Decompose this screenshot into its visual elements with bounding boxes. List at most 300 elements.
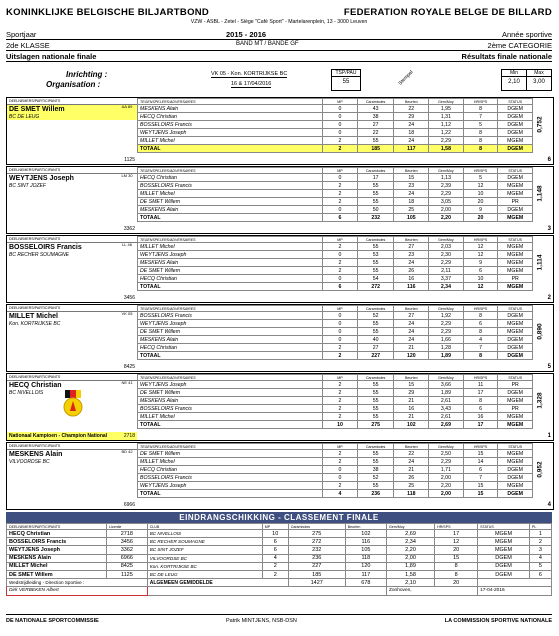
game-cell: 55 [357, 320, 394, 328]
points-ratio: 1,114 [536, 254, 544, 270]
game-cell: DGEM [498, 113, 533, 121]
final-cell: BC RECHER SOUMAGNE [147, 538, 262, 546]
game-cell: 24 [394, 121, 429, 129]
final-cell: 8 [435, 562, 478, 570]
game-cell: 0 [323, 336, 358, 344]
opponent-name: MILLET Michel [138, 137, 323, 145]
final-cell: 185 [288, 570, 345, 578]
game-cell: 24 [394, 336, 429, 344]
game-cell: 24 [394, 259, 429, 267]
game-cell: 6 [463, 267, 498, 275]
game-cell: 24 [394, 137, 429, 145]
total-label: TOTAAL [138, 214, 323, 222]
game-row [138, 113, 533, 121]
game-cell: 16 [394, 405, 429, 413]
game-cell: 17 [357, 174, 394, 182]
game-cell: DGEM [498, 174, 533, 182]
game-cell: 0 [323, 251, 358, 259]
game-row [138, 405, 533, 413]
sign-date: 17-04-2016 [478, 587, 552, 595]
game-cell: 21 [394, 413, 429, 421]
final-cell: DE SMET Willem [7, 570, 107, 578]
final-cell: 272 [288, 538, 345, 546]
leader-label: Wedstrijdleiding - Direction Sportive : [7, 579, 148, 587]
game-cell: 8 [463, 397, 498, 405]
final-cell: 2,34 [386, 538, 434, 546]
player-block [6, 304, 554, 372]
game-cell: 2 [323, 405, 358, 413]
game-cell: 29 [394, 389, 429, 397]
game-cell: 20 [463, 198, 498, 206]
total-cell: 2,20 [429, 214, 464, 222]
player-rank: 6 [547, 157, 551, 163]
player-col-label: DEELNEMERS/PARTICIPANTS [7, 167, 137, 174]
total-label: TOTAAL [138, 490, 323, 498]
final-cell: 2718 [107, 530, 148, 538]
player-license: VK 05 [121, 311, 133, 316]
points-ratio: 1,148 [536, 184, 544, 202]
opponent-name: WEYTJENS Joseph [138, 129, 323, 137]
total-cell: 118 [394, 490, 429, 498]
game-cell: 1,22 [429, 129, 464, 137]
max-box [526, 69, 552, 91]
player-header [7, 98, 137, 164]
tsp-box [331, 69, 361, 91]
total-cell: 2,00 [429, 490, 464, 498]
game-cell: MGEM [498, 397, 533, 405]
game-cell: 15 [394, 381, 429, 389]
final-col-header: DEELNEMERS/PARTICIPANTS [7, 524, 107, 530]
final-cell: 15 [435, 554, 478, 562]
games-table: TEGENSPELERS/ADVERSAIRES MP Caramboles Beurten Gem/Moy HR/SPS STATUS BOSSELOIRS Francis 0 52 27 1,92 8 DGEM WEYTJENS Joseph 0 55 24 2,29 6 MGEM DE SMET Willem 0 55 24 2,29 8 MGEM MESKENS Alain 0 40 24 1,66 4 DGEM HECQ Christian 2 27 21 1,28 7 DGEM TOTAAL 2 227 120 1,89 8 DGEM [137, 305, 533, 360]
footer-left: DE NATIONALE SPORTCOMMISSIE [6, 618, 99, 624]
game-cell: 2 [323, 259, 358, 267]
game-cell: MGEM [498, 267, 533, 275]
footer-mid: Patrik MINTJENS, NSB-DSN [226, 618, 297, 624]
result-bar [6, 52, 552, 62]
game-cell: 55 [357, 482, 394, 490]
opponent-name: HECQ Christian [138, 113, 323, 121]
final-cell: 275 [288, 530, 345, 538]
total-label: TOTAAL [138, 421, 323, 429]
champion-medal-icon [62, 390, 84, 418]
total-cell: 227 [357, 352, 394, 360]
game-row [138, 466, 533, 474]
game-cell: DGEM [498, 312, 533, 320]
total-label: TOTAAL [138, 145, 323, 153]
game-cell: 55 [357, 413, 394, 421]
game-cell: 2,29 [429, 328, 464, 336]
final-cell: 1,89 [386, 562, 434, 570]
game-cell: 1,13 [429, 174, 464, 182]
player-club: BC DE LEUG [7, 114, 137, 120]
opponent-name: DE SMET Willem [138, 328, 323, 336]
game-cell: MGEM [498, 190, 533, 198]
final-cell: 8 [435, 570, 478, 578]
game-cell: 2,61 [429, 413, 464, 421]
game-row [138, 243, 533, 251]
game-cell: 9 [463, 206, 498, 214]
tsp-value: 55 [342, 79, 350, 85]
game-cell: 23 [394, 251, 429, 259]
player-club: BC RECHER SOUMAGNE [9, 252, 70, 258]
game-row [138, 137, 533, 145]
final-cell: 4 [262, 554, 288, 562]
final-cell: 17 [435, 530, 478, 538]
game-cell: MGEM [498, 251, 533, 259]
total-license: 6966 [123, 502, 135, 508]
total-label: TOTAAL [138, 352, 323, 360]
game-cell: MGEM [498, 320, 533, 328]
player-col-label: DEELNEMERS/PARTICIPANTS [7, 374, 137, 381]
total-cell: MGEM [498, 283, 533, 291]
game-cell: 2,03 [429, 243, 464, 251]
final-cell: DGEM [478, 570, 530, 578]
final-cell: 236 [288, 554, 345, 562]
game-cell: 24 [394, 190, 429, 198]
game-cell: 2 [323, 389, 358, 397]
opponent-name: MILLET Michel [138, 458, 323, 466]
game-row [138, 336, 533, 344]
player-block [6, 166, 554, 234]
player-header [7, 167, 137, 233]
total-row [138, 421, 533, 429]
game-cell: MGEM [498, 328, 533, 336]
game-cell: 24 [394, 458, 429, 466]
player-col-label: DEELNEMERS/PARTICIPANTS [7, 305, 137, 312]
results-fr: Résultats finale nationale [461, 52, 552, 61]
total-license: 8425 [123, 364, 135, 370]
game-cell: 1,66 [429, 336, 464, 344]
avg-label: ALGEMEEN GEMIDDELDE [147, 579, 288, 587]
game-row [138, 251, 533, 259]
final-row [7, 538, 552, 546]
opponent-name: DE SMET Willem [138, 267, 323, 275]
game-cell: 7 [463, 474, 498, 482]
final-cell: 2 [529, 538, 551, 546]
season-label-fr: Année sportive [501, 30, 552, 39]
game-cell: 5 [463, 121, 498, 129]
game-cell: PR [498, 275, 533, 283]
final-cell: MGEM [478, 538, 530, 546]
total-cell: MGEM [498, 214, 533, 222]
inrichting-label: Inrichting : [66, 70, 108, 79]
player-club: VILVOORDSE BC [9, 459, 50, 465]
game-cell: 43 [357, 105, 394, 113]
game-cell: 29 [394, 113, 429, 121]
final-cell: HECQ Christian [7, 530, 107, 538]
player-license: BD 42 [121, 449, 133, 454]
game-cell: 0 [323, 174, 358, 182]
game-cell: 21 [394, 344, 429, 352]
final-col-header: PL [529, 524, 551, 530]
final-col-header: Caramboles [288, 524, 345, 530]
game-cell: DGEM [498, 336, 533, 344]
game-cell: 0 [323, 121, 358, 129]
game-cell: 0 [323, 275, 358, 283]
game-cell: 2 [323, 397, 358, 405]
game-cell: 55 [357, 458, 394, 466]
opponent-name: HECQ Christian [138, 174, 323, 182]
final-cell: MILLET Michel [7, 562, 107, 570]
game-cell: DGEM [498, 206, 533, 214]
games-table: TEGENSPELERS/ADVERSAIRES MP Caramboles Beurten Gem/Moy HR/SPS STATUS MILLET Michel 2 55 27 2,03 12 MGEM WEYTJENS Joseph 0 53 23 2,30 12 MGEM MESKENS Alain 2 55 24 2,29 9 MGEM DE SMET Willem 2 55 26 2,11 6 MGEM HECQ Christian 0 54 16 3,37 10 PR TOTAAL 6 272 116 2,34 12 MGEM [137, 236, 533, 291]
tsp-label: TSP/PAU [332, 70, 360, 77]
champion-label: Nationaal Kampioen - Champion National [7, 432, 137, 440]
avg-car: 1427 [288, 579, 345, 587]
points-ratio: 0,952 [536, 460, 544, 478]
final-cell: 116 [345, 538, 386, 546]
game-cell: 1,89 [429, 389, 464, 397]
opponent-name: BOSSELOIRS Francis [138, 182, 323, 190]
opponent-name: DE SMET Willem [138, 198, 323, 206]
avg-hs: 20 [435, 579, 478, 587]
total-cell: DGEM [498, 145, 533, 153]
game-cell: 0 [323, 113, 358, 121]
game-cell: 0 [323, 320, 358, 328]
final-cell: 102 [345, 530, 386, 538]
total-cell: 8 [463, 145, 498, 153]
game-cell: 2 [323, 137, 358, 145]
game-cell: 2 [323, 344, 358, 352]
final-cell: 1,58 [386, 570, 434, 578]
opponent-name: MESKENS Alain [138, 206, 323, 214]
game-cell: 5 [463, 174, 498, 182]
final-row [7, 562, 552, 570]
final-cell: 6 [262, 538, 288, 546]
game-cell: 4 [463, 336, 498, 344]
organiser-club: VK 05 - Kon. KORTRIJKSE BC [211, 71, 288, 77]
game-row [138, 190, 533, 198]
game-cell: 25 [394, 206, 429, 214]
opponent-name: MESKENS Alain [138, 259, 323, 267]
player-name: WEYTJENS Joseph [9, 175, 74, 182]
sign-place: Zonhoven, [386, 587, 477, 595]
player-rank: 5 [547, 364, 551, 370]
opponent-name: BOSSELOIRS Francis [138, 405, 323, 413]
season-bar [6, 30, 552, 40]
game-cell: 12 [463, 243, 498, 251]
footer-right: LA COMMISSION SPORTIVE NATIONALE [444, 618, 552, 624]
federation-name-fr: FEDERATION ROYALE BELGE DE BILLARD [343, 7, 552, 18]
game-cell: 55 [357, 259, 394, 267]
game-cell: 6 [463, 320, 498, 328]
game-cell: 23 [394, 182, 429, 190]
player-name: BOSSELOIRS Francis [9, 244, 82, 251]
total-row [138, 490, 533, 498]
game-cell: PR [498, 198, 533, 206]
total-cell: 117 [394, 145, 429, 153]
total-cell: DGEM [498, 352, 533, 360]
total-cell: 272 [357, 283, 394, 291]
total-cell: 6 [323, 283, 358, 291]
opponent-name: WEYTJENS Joseph [138, 482, 323, 490]
opponent-name: MILLET Michel [138, 413, 323, 421]
game-cell: 0 [323, 129, 358, 137]
game-cell: 0 [323, 474, 358, 482]
final-cell: BOSSELOIRS Francis [7, 538, 107, 546]
game-row [138, 275, 533, 283]
opponent-name: BOSSELOIRS Francis [138, 474, 323, 482]
game-row [138, 320, 533, 328]
game-cell: 15 [394, 174, 429, 182]
game-cell: 8 [463, 312, 498, 320]
player-club: BC SINT JOZEF [9, 183, 46, 189]
total-cell: 185 [357, 145, 394, 153]
opponent-name: MILLET Michel [138, 243, 323, 251]
results-nl: Uitslagen nationale finale [6, 52, 97, 61]
total-row [138, 145, 533, 153]
game-cell: 2,29 [429, 137, 464, 145]
final-cell: 2,20 [386, 546, 434, 554]
games-table: TEGENSPELERS/ADVERSAIRES MP Caramboles Beurten Gem/Moy HR/SPS STATUS MESKENS Alain 0 43 22 1,95 8 DGEM HECQ Christian 0 38 29 1,31 7 DGEM BOSSELOIRS Francis 0 27 24 1,12 5 DGEM WEYTJENS Joseph 0 22 18 1,22 8 DGEM MILLET Michel 2 55 24 2,29 8 MGEM TOTAAL 2 185 117 1,58 8 DGEM [137, 98, 533, 153]
final-cell: DGEM [478, 554, 530, 562]
game-row [138, 450, 533, 458]
game-cell: 27 [394, 243, 429, 251]
game-cell: 17 [463, 389, 498, 397]
opponent-name: HECQ Christian [138, 344, 323, 352]
game-cell: 53 [357, 251, 394, 259]
player-header [7, 236, 137, 302]
total-cell: 15 [463, 490, 498, 498]
game-cell: 14 [463, 458, 498, 466]
game-cell: 7 [463, 344, 498, 352]
game-row [138, 474, 533, 482]
game-cell: 22 [357, 129, 394, 137]
game-cell: 55 [357, 397, 394, 405]
federation-name-nl: KONINKLIJKE BELGISCHE BILJARTBOND [6, 7, 210, 18]
final-sign-row [7, 587, 552, 595]
game-cell: 1,95 [429, 105, 464, 113]
federation-address: VZW - ASBL - Zetel - Siège "Café Sport" - Martelarenplein, 13 - 3000 Leuven [190, 19, 368, 25]
final-cell: 6 [529, 570, 551, 578]
game-cell: 55 [357, 190, 394, 198]
game-cell: 55 [357, 389, 394, 397]
game-row [138, 312, 533, 320]
final-cell: MESKENS Alain [7, 554, 107, 562]
class-nl: 2de KLASSE [6, 41, 50, 50]
final-cell: 3 [529, 546, 551, 554]
game-cell: 2,00 [429, 474, 464, 482]
game-cell: 55 [357, 267, 394, 275]
game-cell: 2,29 [429, 190, 464, 198]
final-col-header: Licentie [107, 524, 148, 530]
opponent-name: WEYTJENS Joseph [138, 381, 323, 389]
player-license: LL 46 [122, 242, 132, 247]
player-header [7, 443, 137, 509]
final-cell: 2,69 [386, 530, 434, 538]
game-cell: 2 [323, 381, 358, 389]
game-cell: MGEM [498, 259, 533, 267]
player-name: MILLET Michel [9, 313, 58, 320]
final-cell: 2,00 [386, 554, 434, 562]
player-header [7, 374, 137, 440]
game-cell: 26 [394, 474, 429, 482]
game-cell: 15 [463, 450, 498, 458]
game-cell: 8 [463, 328, 498, 336]
opponent-name: MESKENS Alain [138, 336, 323, 344]
organisation-date: 16 & 17/04/2016 [231, 81, 272, 87]
game-cell: 2 [323, 267, 358, 275]
game-cell: 27 [357, 121, 394, 129]
game-cell: 40 [357, 336, 394, 344]
player-col-label: DEELNEMERS/PARTICIPANTS [7, 98, 137, 105]
game-cell: MGEM [498, 243, 533, 251]
total-cell: 8 [463, 352, 498, 360]
game-row [138, 328, 533, 336]
total-cell: 4 [323, 490, 358, 498]
game-cell: DGEM [498, 474, 533, 482]
final-cell: 118 [345, 554, 386, 562]
avg-beurt: 678 [345, 579, 386, 587]
game-cell: MGEM [498, 137, 533, 145]
game-cell: 12 [463, 182, 498, 190]
total-cell: 116 [394, 283, 429, 291]
game-cell: DGEM [498, 121, 533, 129]
game-cell: MGEM [498, 458, 533, 466]
game-row [138, 174, 533, 182]
total-cell: 102 [394, 421, 429, 429]
game-cell: 2 [323, 482, 358, 490]
final-cell: 6 [262, 546, 288, 554]
total-cell: 275 [357, 421, 394, 429]
game-cell: 8 [463, 137, 498, 145]
game-cell: 55 [357, 405, 394, 413]
player-club: Kon. KORTRIJKSE BC [9, 321, 61, 327]
total-cell: 2,69 [429, 421, 464, 429]
opponent-name: WEYTJENS Joseph [138, 320, 323, 328]
game-cell: 2 [323, 413, 358, 421]
total-cell: 10 [323, 421, 358, 429]
game-cell: 16 [394, 275, 429, 283]
game-cell: 2 [323, 450, 358, 458]
game-cell: 2,11 [429, 267, 464, 275]
game-cell: 22 [394, 105, 429, 113]
game-row [138, 121, 533, 129]
class-bar [6, 41, 552, 51]
total-cell: 6 [323, 214, 358, 222]
total-cell: 1,89 [429, 352, 464, 360]
game-cell: 38 [357, 113, 394, 121]
class-fr: 2ème CATEGORIE [487, 41, 552, 50]
total-cell: 2,34 [429, 283, 464, 291]
game-cell: PR [498, 405, 533, 413]
points-ratio: 1,328 [536, 391, 544, 409]
game-cell: 0 [323, 206, 358, 214]
game-cell: 27 [394, 312, 429, 320]
total-row [138, 214, 533, 222]
game-row [138, 413, 533, 421]
final-col-header: Gem/Moy [386, 524, 434, 530]
final-cell: BC DE LEUG [147, 570, 262, 578]
game-row [138, 344, 533, 352]
game-cell: 2,00 [429, 206, 464, 214]
game-cell: 21 [394, 397, 429, 405]
season-label-nl: Sportjaar [6, 30, 37, 39]
game-cell: 2,29 [429, 458, 464, 466]
player-rank: 1 [547, 433, 551, 439]
player-license: AA 89 [121, 104, 133, 109]
game-row [138, 198, 533, 206]
final-cell: 117 [345, 570, 386, 578]
game-cell: 6 [463, 466, 498, 474]
final-cell: 1125 [107, 570, 148, 578]
game-cell: 52 [357, 312, 394, 320]
game-cell: 3,37 [429, 275, 464, 283]
player-header [7, 305, 137, 371]
discipline: BAND MT / BANDE GF [236, 41, 299, 47]
final-cell: 2 [262, 562, 288, 570]
